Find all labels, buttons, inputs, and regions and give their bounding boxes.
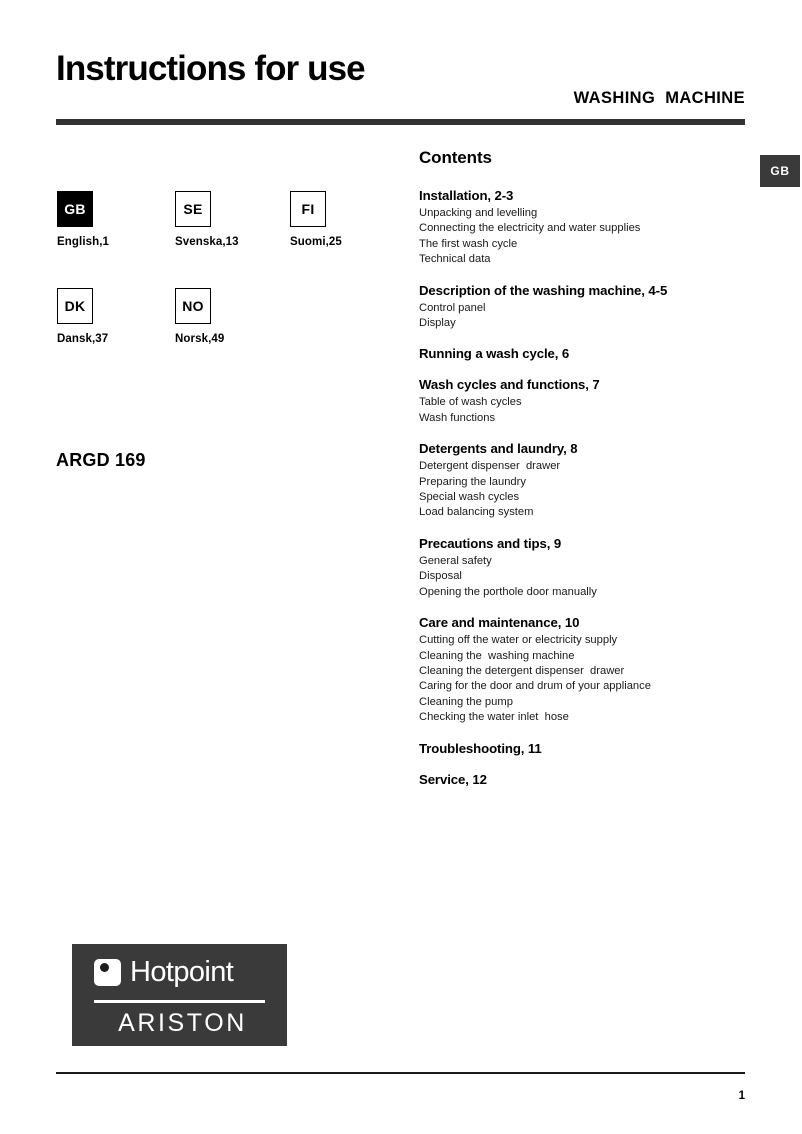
language-item-se[interactable] — [175, 191, 239, 248]
contents-section-heading[interactable]: Precautions and tips, 9 — [419, 535, 562, 551]
language-caption-gb: English,1 — [57, 236, 110, 248]
language-edge-tab-gb[interactable]: GB — [760, 155, 800, 187]
model-number: ARGD 169 — [56, 450, 146, 470]
contents-sub-item[interactable]: Detergent dispenser drawer — [419, 460, 561, 473]
contents-sub-item[interactable]: Disposal — [419, 570, 462, 583]
contents-sub-item[interactable]: Unpacking and levelling — [419, 207, 538, 219]
language-item-gb[interactable] — [57, 191, 109, 248]
contents-title: Contents — [419, 148, 492, 167]
language-item-fi[interactable] — [290, 191, 342, 248]
language-code-box-no[interactable]: NO — [175, 288, 211, 324]
brand-sub-name: ARISTON — [118, 1009, 247, 1037]
language-caption-fi: Suomi,25 — [290, 236, 342, 248]
contents-section — [419, 535, 759, 600]
contents-sub-item[interactable]: Cleaning the washing machine — [419, 649, 575, 662]
language-row — [57, 288, 397, 385]
language-item-no[interactable] — [175, 288, 224, 345]
contents-sub-item[interactable]: Technical data — [419, 253, 491, 266]
contents-section — [419, 740, 759, 757]
appliance-type-label: WASHING MACHINE — [573, 89, 745, 107]
contents-section-heading[interactable]: Running a wash cycle, 6 — [419, 346, 570, 362]
contents-section-heading[interactable]: Service, 12 — [419, 771, 487, 787]
page-title: Instructions for use — [56, 49, 365, 89]
contents-sub-item[interactable]: Cutting off the water or electricity supply — [419, 634, 618, 647]
hotpoint-ariston-logo — [72, 944, 287, 1046]
contents-sub-item[interactable]: Cleaning the detergent dispenser drawer — [419, 664, 625, 677]
language-code-box-se[interactable]: SE — [175, 191, 211, 227]
contents-sub-item[interactable]: Display — [419, 317, 456, 330]
contents-section-list — [419, 187, 759, 788]
contents-sub-item[interactable]: Special wash cycles — [419, 491, 520, 504]
contents-section — [419, 771, 759, 788]
contents-sub-item[interactable]: Checking the water inlet hose — [419, 711, 569, 724]
contents-section-heading[interactable]: Installation, 2-3 — [419, 188, 514, 203]
contents-section-heading[interactable]: Wash cycles and functions, 7 — [419, 377, 600, 393]
language-row — [57, 191, 397, 288]
language-caption-se: Svenska,13 — [175, 236, 239, 248]
logo-dot-icon — [100, 963, 109, 972]
contents-sub-item[interactable]: Opening the porthole door manually — [419, 585, 597, 598]
table-of-contents — [419, 148, 759, 802]
contents-sub-item[interactable]: Cleaning the pump — [419, 695, 513, 708]
language-code-box-fi[interactable]: FI — [290, 191, 326, 227]
contents-sub-item[interactable]: Control panel — [419, 301, 486, 314]
contents-section — [419, 376, 759, 426]
contents-section — [419, 440, 759, 521]
language-caption-no: Norsk,49 — [175, 333, 225, 345]
language-item-dk[interactable] — [57, 288, 108, 345]
contents-section-heading[interactable]: Troubleshooting, 11 — [419, 740, 542, 756]
logo-divider — [94, 1000, 265, 1003]
contents-section-heading[interactable]: Detergents and laundry, 8 — [419, 441, 578, 457]
footer-rule — [56, 1072, 745, 1074]
language-selector-grid — [57, 191, 397, 385]
contents-sub-item[interactable]: The first wash cycle — [419, 237, 518, 250]
contents-section — [419, 187, 759, 268]
contents-section — [419, 345, 759, 362]
contents-section-heading[interactable]: Description of the washing machine, 4-5 — [419, 282, 668, 298]
contents-sub-item[interactable]: General safety — [419, 554, 492, 567]
contents-sub-item[interactable]: Caring for the door and drum of your appliance — [419, 680, 651, 693]
page-number: 1 — [738, 1090, 745, 1102]
hotpoint-square-dot-icon — [94, 959, 121, 986]
language-code-box-gb[interactable]: GB — [57, 191, 93, 227]
contents-section — [419, 614, 759, 725]
language-code-box-dk[interactable]: DK — [57, 288, 93, 324]
contents-sub-item[interactable]: Preparing the laundry — [419, 475, 526, 488]
brand-name: Hotpoint — [130, 956, 234, 988]
contents-sub-item[interactable]: Load balancing system — [419, 506, 534, 519]
contents-sub-item[interactable]: Wash functions — [419, 411, 496, 424]
contents-sub-item[interactable]: Connecting the electricity and water supplies — [419, 222, 641, 235]
logo-top-row — [94, 958, 233, 987]
contents-sub-item[interactable]: Table of wash cycles — [419, 396, 522, 409]
contents-section — [419, 282, 759, 332]
header-rule — [56, 119, 745, 125]
language-caption-dk: Dansk,37 — [57, 333, 109, 345]
contents-section-heading[interactable]: Care and maintenance, 10 — [419, 615, 580, 631]
